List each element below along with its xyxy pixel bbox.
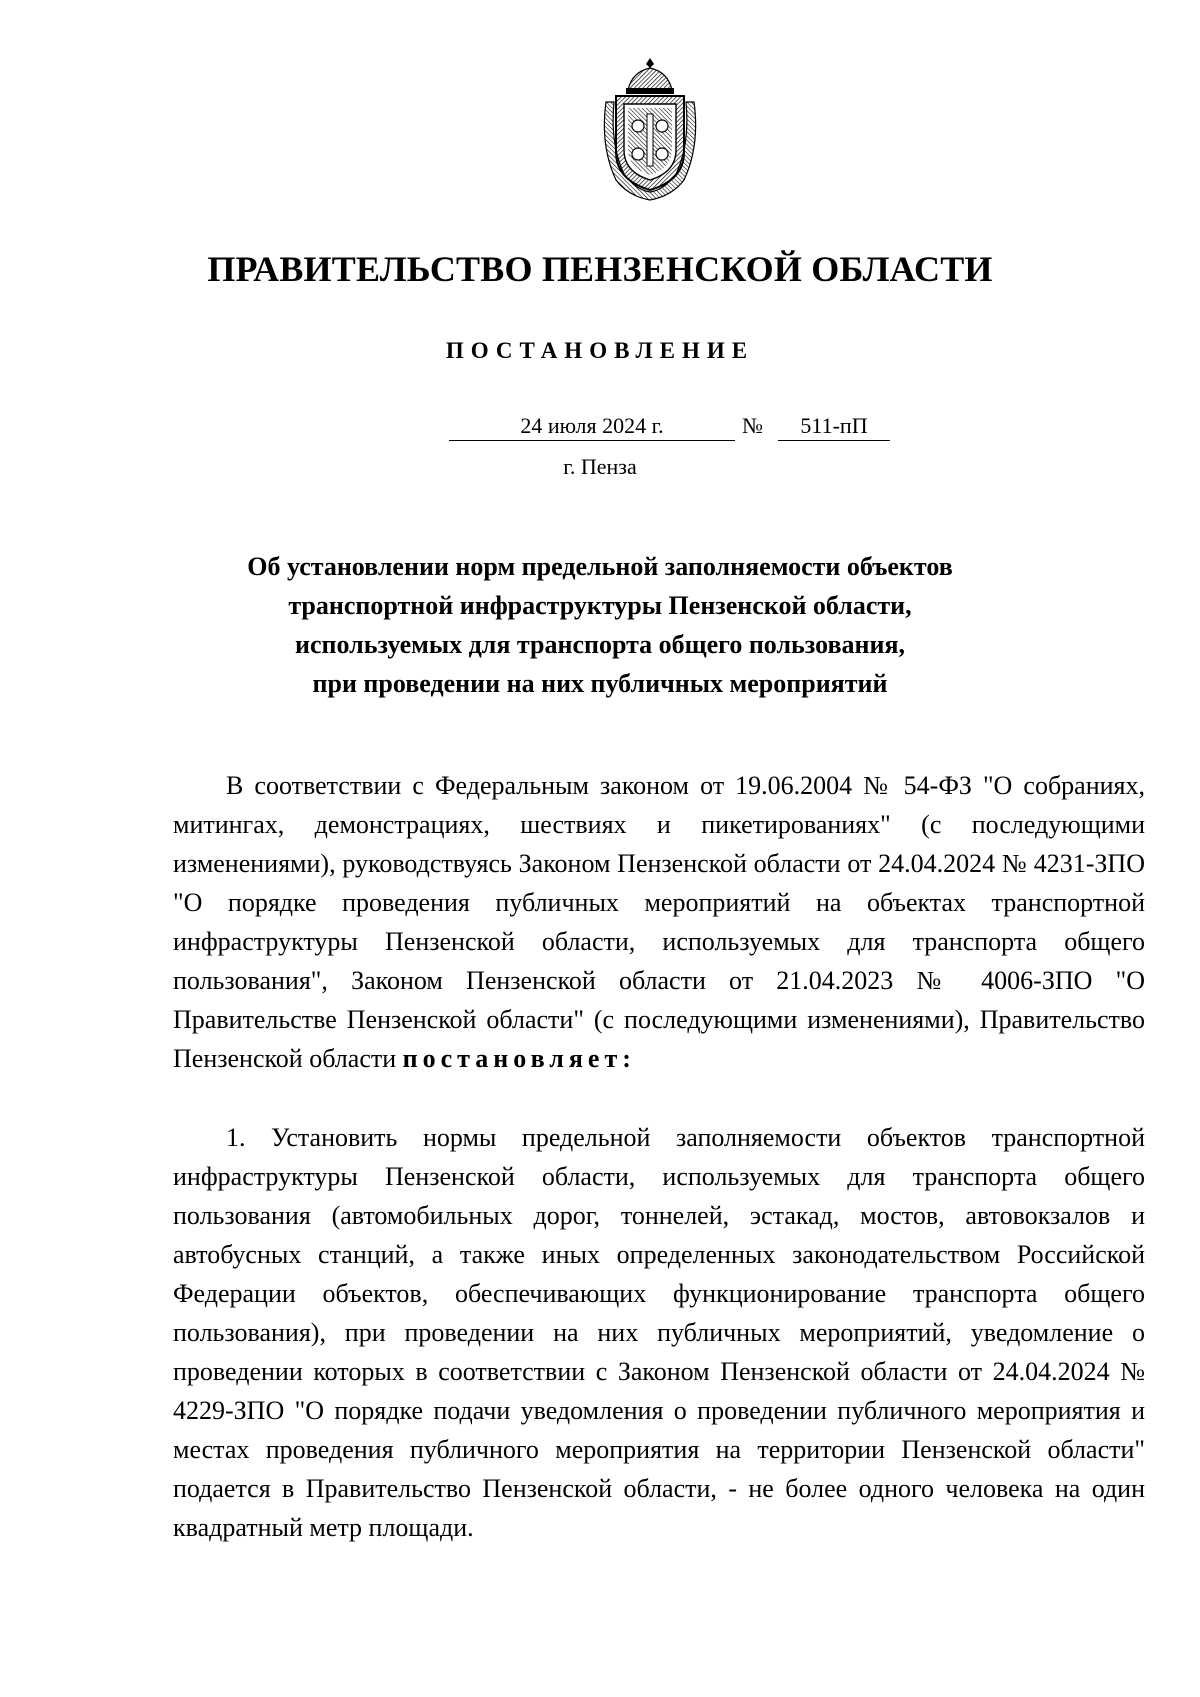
coat-of-arms-emblem — [598, 56, 702, 202]
preamble-paragraph — [173, 766, 1145, 1078]
subject-line: Об установлении норм предельной заполняемости объектов — [247, 552, 953, 581]
number-sign: № — [742, 413, 763, 438]
government-title: ПРАВИТЕЛЬСТВО ПЕНЗЕНСКОЙ ОБЛАСТИ — [207, 249, 993, 289]
subject-line: транспортной инфраструктуры Пензенской области, — [288, 591, 912, 620]
subject-line: используемых для транспорта общего пользования, — [294, 630, 906, 659]
document-date: 24 июля 2024 г. — [449, 412, 735, 441]
document-type: ПОСТАНОВЛЕНИЕ — [445, 338, 755, 363]
document-number: 511-пП — [778, 412, 890, 441]
item-1-paragraph: 1. Установить нормы предельной заполняемости объектов транспортной инфраструктуры Пензенской области, используемых для транспорта общего пользования (автомобильных дорог, тоннелей, эстакад, мостов, автовокзалов и автобусных станций, а также иных определенных законодательством Российской Федерации объектов, обеспечивающих функционирование транспорта общего пользования), при проведении на них публичных мероприятий, уведомление о проведении которых в соответствии с Законом Пензенской области от 24.04.2024 № 4229-ЗПО "О порядке подачи уведомления о проведении публичного мероприятия и местах проведения публичного мероприятия на территории Пензенской области" подается в Правительство Пензенской области, - не более одного человека на один квадратный метр площади. — [173, 1123, 1145, 1542]
subject-line: при проведении на них публичных мероприятий — [312, 669, 888, 698]
document-subject — [0, 547, 1200, 703]
preamble-text: В соответствии с Федеральным законом от 19.06.2004 № 54-ФЗ "О собраниях, митингах, демонстрациях, шествиях и пикетированиях" (с последующими изменениями), руководствуясь Законом Пензенской области от 24.04.2024 № 4231-ЗПО "О порядке проведения публичных мероприятий на объектах транспортной инфраструктуры Пензенской области, используемых для транспорта общего пользования", Законом Пензенской области от 21.04.2023 № 4006-ЗПО "О Правительстве Пензенской области" (с последующими изменениями), Правительство Пензенской области — [173, 771, 1145, 1073]
document-city: г. Пенза — [563, 454, 637, 479]
resolves-word: постановляет: — [402, 1044, 636, 1073]
